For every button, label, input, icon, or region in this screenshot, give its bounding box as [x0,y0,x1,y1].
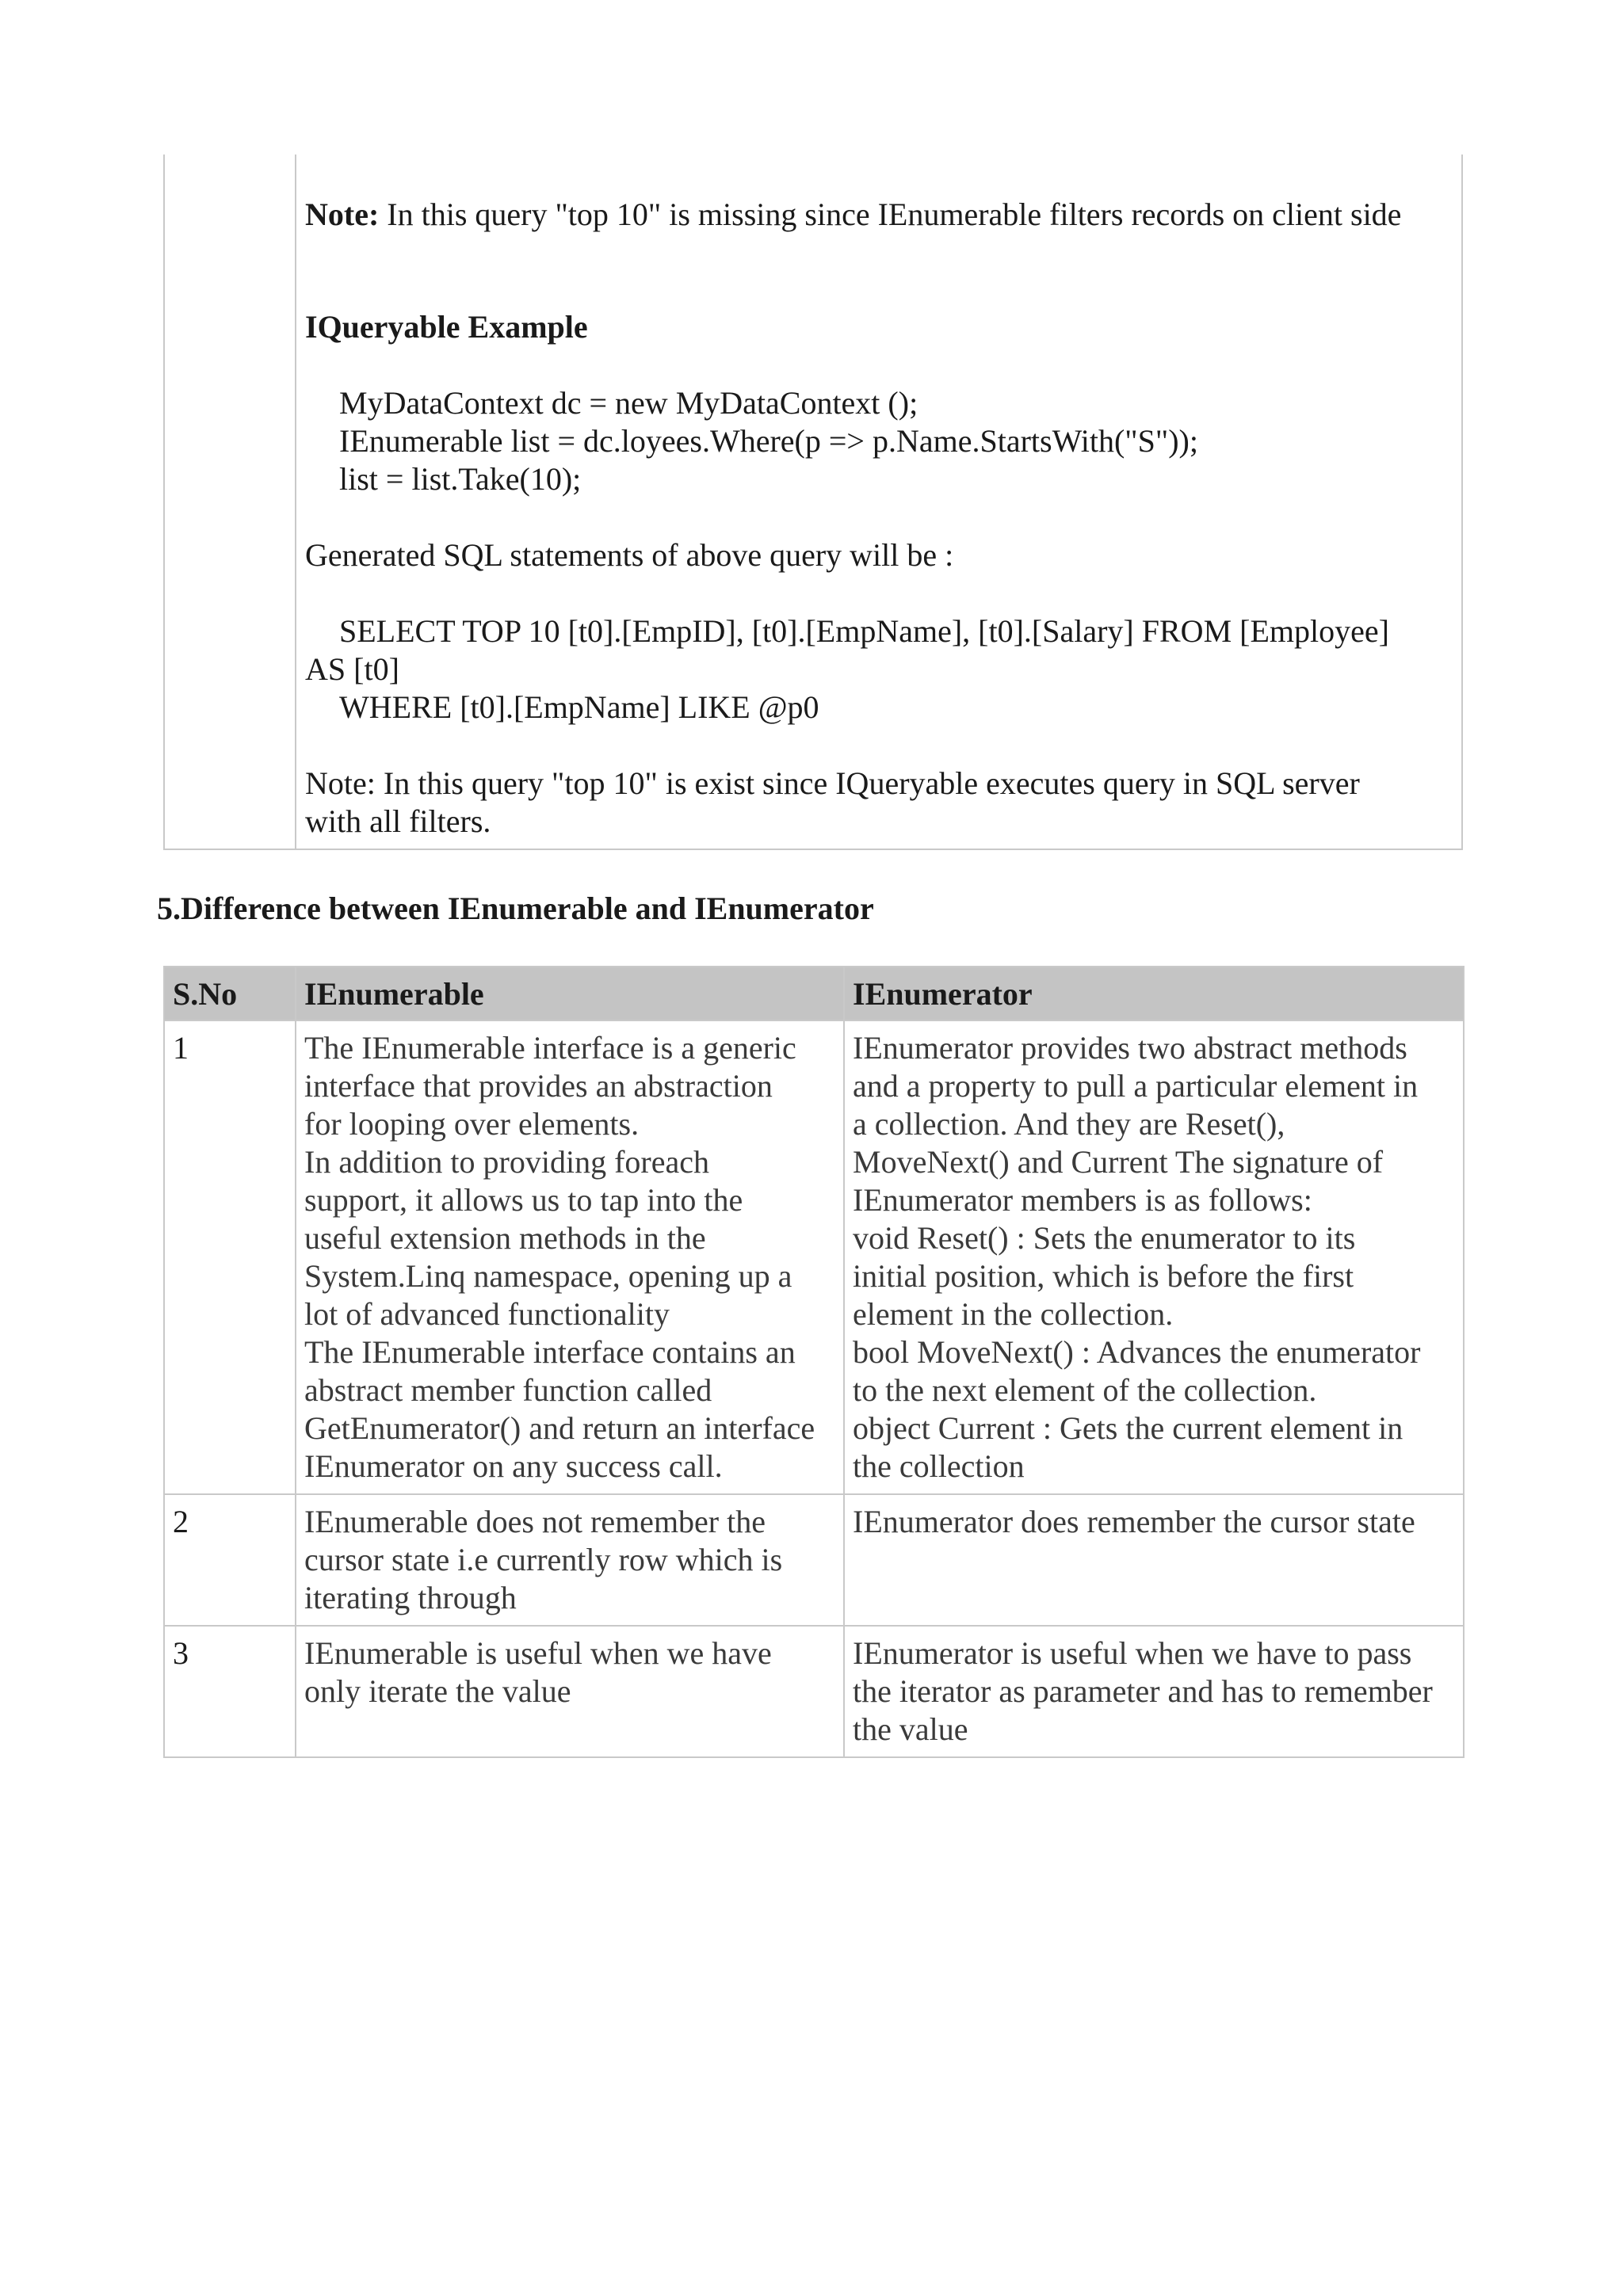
section-heading: 5.Difference between IEnumerable and IEnumerator [157,891,874,926]
cell-text-line: useful extension methods in the [304,1220,706,1256]
cell-text-line: to the next element of the collection. [853,1372,1317,1408]
generated-sql-label: Generated SQL statements of above query will be : [305,537,954,573]
cell-text-line: In addition to providing foreach [304,1144,709,1180]
cell-text-line: object Current : Gets the current element in [853,1410,1403,1446]
cell-text-line: IEnumerator on any success call. [304,1448,723,1484]
sql-line: AS [t0] [305,651,399,687]
cell-text-line: IEnumerable is useful when we have [304,1635,772,1671]
cell-text-line: a collection. And they are Reset(), [853,1106,1285,1142]
cell-text-line: and a property to pull a particular element in [853,1068,1419,1104]
cell-text-line: support, it allows us to tap into the [304,1182,743,1218]
cell-text-line: for looping over elements. [304,1106,640,1142]
cell-text-line: The IEnumerable interface contains an [304,1334,796,1370]
cell-text-line: System.Linq namespace, opening up a [304,1258,792,1294]
cell-text-line: only iterate the value [304,1673,571,1709]
cell-text-line: cursor state i.e currently row which is [304,1542,783,1577]
table-row [164,1494,1464,1626]
cell-ienumerator [844,1626,1464,1757]
continued-table [163,154,1463,850]
note-missing-top [305,196,1446,234]
comparison-table [163,966,1465,1758]
table-header-row [164,967,1464,1020]
header-sno: S.No [164,967,296,1020]
note-exists-top: Note: In this query "top 10" is exist since IQueryable executes query in SQL server [305,765,1360,801]
cell-text-line: IEnumerator does remember the cursor state [853,1504,1415,1539]
cell-sno: 1 [164,1020,296,1494]
cell-text-line: MoveNext() and Current The signature of [853,1144,1384,1180]
cell-text-line: interface that provides an abstraction [304,1068,773,1104]
code-line: list = list.Take(10); [339,461,582,497]
cell-text-line: initial position, which is before the first [853,1258,1354,1294]
cell-text-line: bool MoveNext() : Advances the enumerator [853,1334,1421,1370]
header-ienumerator: IEnumerator [844,967,1464,1020]
cell-text-line: IEnumerable does not remember the [304,1504,766,1539]
column-divider [295,154,296,849]
iqueryable-heading: IQueryable Example [305,309,588,345]
cell-sno: 3 [164,1626,296,1757]
code-line: IEnumerable list = dc.loyees.Where(p => p.Name.StartsWith("S")); [339,423,1198,459]
table-row [164,1626,1464,1757]
cell-text-line: lot of advanced functionality [304,1296,670,1332]
note-text: In this query "top 10" is missing since IEnumerable filters records on client side [379,196,1402,232]
cell-text-line: IEnumerator provides two abstract methods [853,1030,1407,1066]
sql-line: SELECT TOP 10 [t0].[EmpID], [t0].[EmpName], [t0].[Salary] FROM [Employee] [339,613,1389,649]
cell-text-line: GetEnumerator() and return an interface [304,1410,815,1446]
cell-ienumerable [296,1020,844,1494]
cell-ienumerator [844,1494,1464,1626]
note-label: Note: [305,196,380,232]
cell-text-line: IEnumerator is useful when we have to pass [853,1635,1412,1671]
cell-text-line: the iterator as parameter and has to remember [853,1673,1433,1709]
cell-sno: 2 [164,1494,296,1626]
cell-text-line: abstract member function called [304,1372,712,1408]
cell-ienumerator [844,1020,1464,1494]
cell-text-line: IEnumerator members is as follows: [853,1182,1312,1218]
header-ienumerable: IEnumerable [296,967,844,1020]
cell-text-line: void Reset() : Sets the enumerator to its [853,1220,1356,1256]
code-line: MyDataContext dc = new MyDataContext (); [339,385,918,421]
cell-text-line: the collection [853,1448,1025,1484]
cell-ienumerable [296,1494,844,1626]
cell-text-line: the value [853,1711,968,1747]
cell-text-line: iterating through [304,1580,517,1615]
cell-ienumerable [296,1626,844,1757]
sql-line: WHERE [t0].[EmpName] LIKE @p0 [339,689,819,725]
cell-text-line: element in the collection. [853,1296,1174,1332]
note-exists-top-cont: with all filters. [305,803,491,839]
cell-text-line: The IEnumerable interface is a generic [304,1030,796,1066]
table-row [164,1020,1464,1494]
continued-table-cell [305,196,1446,841]
